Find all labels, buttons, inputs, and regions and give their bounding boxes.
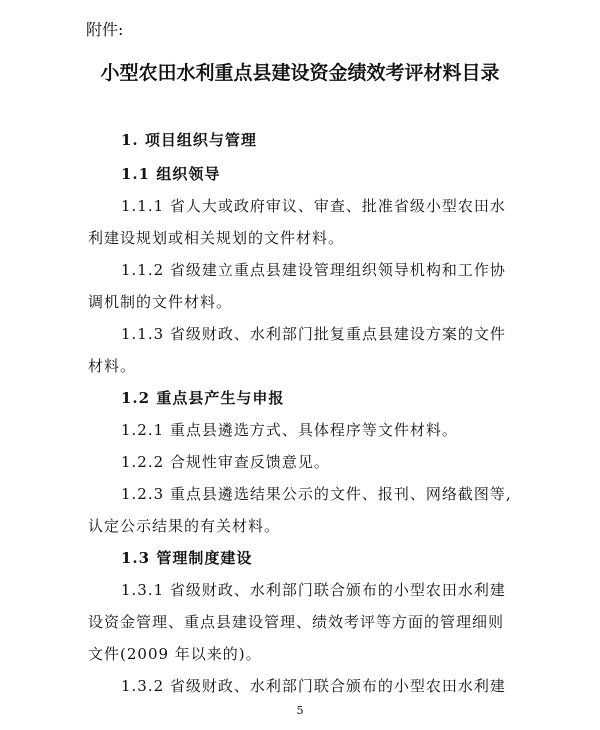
item-1-1-1-line-2: 利建设规划或相关规划的文件材料。	[88, 229, 345, 247]
subsection-heading-1-2: 1.2 重点县产生与申报	[121, 389, 285, 407]
item-1-1-2-line-2: 调机制的文件材料。	[88, 293, 233, 311]
item-1-3-1-line-2: 设资金管理、重点县建设管理、绩效考评等方面的管理细则	[88, 613, 505, 631]
item-1-3-1-line-3: 文件(2009 年以来的)。	[88, 645, 262, 663]
page-number: 5	[296, 704, 304, 717]
item-1-1-2-line-1: 1.1.2 省级建立重点县建设管理组织领导机构和工作协	[121, 261, 506, 279]
item-1-1-3-line-1: 1.1.3 省级财政、水利部门批复重点县建设方案的文件	[121, 325, 506, 343]
item-1-3-1-line-1: 1.3.1 省级财政、水利部门联合颁布的小型农田水利建	[121, 581, 506, 599]
section-heading-1: 1. 项目组织与管理	[121, 131, 257, 149]
item-1-2-3-line-2: 认定公示结果的有关材料。	[88, 517, 281, 535]
attachment-label: 附件:	[86, 20, 124, 39]
item-1-2-3-line-1: 1.2.3 重点县遴选结果公示的文件、报刊、网络截图等,	[121, 485, 512, 503]
item-1-1-1-line-1: 1.1.1 省人大或政府审议、审查、批准省级小型农田水	[121, 197, 506, 215]
item-1-3-2-line-1: 1.3.2 省级财政、水利部门联合颁布的小型农田水利建	[121, 677, 506, 695]
subsection-heading-1-3: 1.3 管理制度建设	[121, 549, 253, 567]
subsection-heading-1-1: 1.1 组织领导	[121, 165, 221, 183]
document-title: 小型农田水利重点县建设资金绩效考评材料目录	[100, 62, 500, 84]
item-1-2-1: 1.2.1 重点县遴选方式、具体程序等文件材料。	[121, 421, 458, 439]
item-1-2-2: 1.2.2 合规性审查反馈意见。	[121, 453, 330, 471]
item-1-1-3-line-2: 材料。	[88, 357, 137, 375]
